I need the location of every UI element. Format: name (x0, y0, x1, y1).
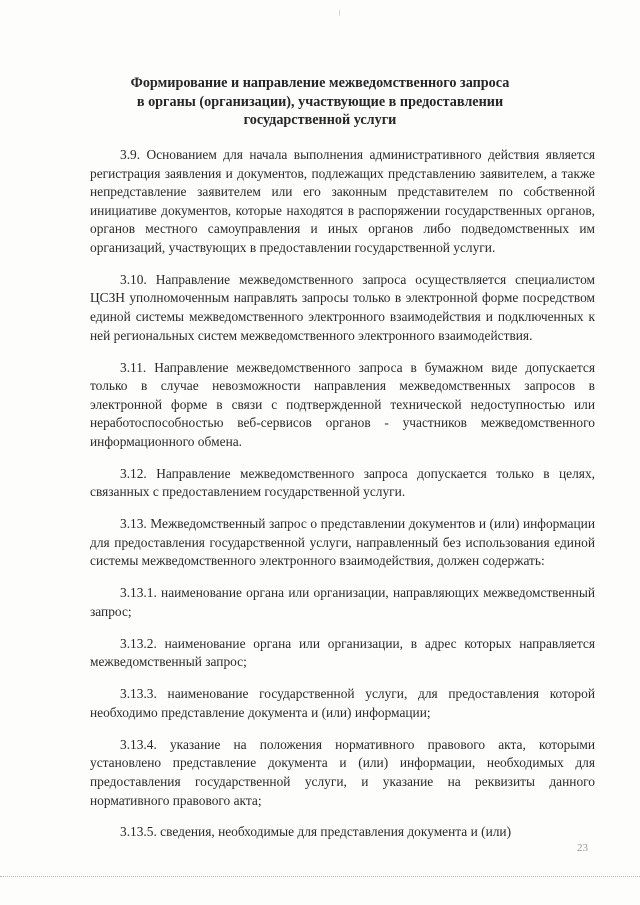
scan-mark (339, 10, 340, 16)
scan-edge-line (0, 876, 640, 877)
paragraph-3-10: 3.10. Направление межведомственного запроса осуществляется специалистом ЦСЗН уполномоченным направлять запросы только в электронной форме посредством единой системы межведомственного электронного взаимодействия и подключенных к ней региональных систем межведомственного электронного взаимодействия. (90, 271, 595, 343)
paragraph-3-13-3: 3.13.3. наименование государственной услуги, для предоставления которой необходимо представление документа и (или) информации; (90, 686, 595, 720)
heading-line-1: Формирование и направление межведомственного запроса (130, 75, 510, 91)
paragraph-3-13: 3.13. Межведомственный запрос о представлении документов и (или) информации для предоставления государственной услуги, направленный без использования единой системы межведомственного электронного взаимодействия, должен содержать: (90, 516, 595, 569)
paragraph-3-11: 3.11. Направление межведомственного запроса в бумажном виде допускается только в случае невозможности направления межведомственных запросов в электронной форме в связи с подтвержденной технической недоступностью или неработоспособностью веб-сервисов органов - участников межведомственного информационного обмена. (90, 359, 595, 449)
paragraph-3-12: 3.12. Направление межведомственного запроса допускается только в целях, связанных с предоставлением государственной услуги. (90, 465, 595, 500)
paragraph-3-13-1: 3.13.1. наименование органа или организации, направляющих межведомственный запрос; (90, 585, 595, 619)
paragraph-3-9: 3.9. Основанием для начала выполнения административного действия является регистрация заявления и документов, подлежащих представлению заявителем, а также непредставление заявителем или его законным представителем по собственной инициативе документов, которые находятся в распоряжении государственных органов, органов местного самоуправления и иных органов либо подведомственных им организаций, участвующих в предоставлении государственной услуги. (90, 147, 595, 255)
paragraph-3-13-5: 3.13.5. сведения, необходимые для представления документа и (или) (120, 824, 512, 840)
heading-line-2: в органы (организации), участвующие в предоставлении (136, 93, 504, 110)
document-body (90, 146, 595, 855)
paragraph-3-13-4: 3.13.4. указание на положения нормативного правового акта, которыми установлено представление документа и (или) информации, необходимых для предоставления государственной услуги, и указание на реквизиты данного нормативного правового акта; (90, 736, 595, 808)
paragraph-3-13-2: 3.13.2. наименование органа или организации, в адрес которых направляется межведомственный запрос; (90, 635, 595, 670)
page-number: 23 (577, 842, 588, 854)
section-heading (40, 74, 600, 130)
heading-line-3: государственной услуги (243, 112, 397, 128)
